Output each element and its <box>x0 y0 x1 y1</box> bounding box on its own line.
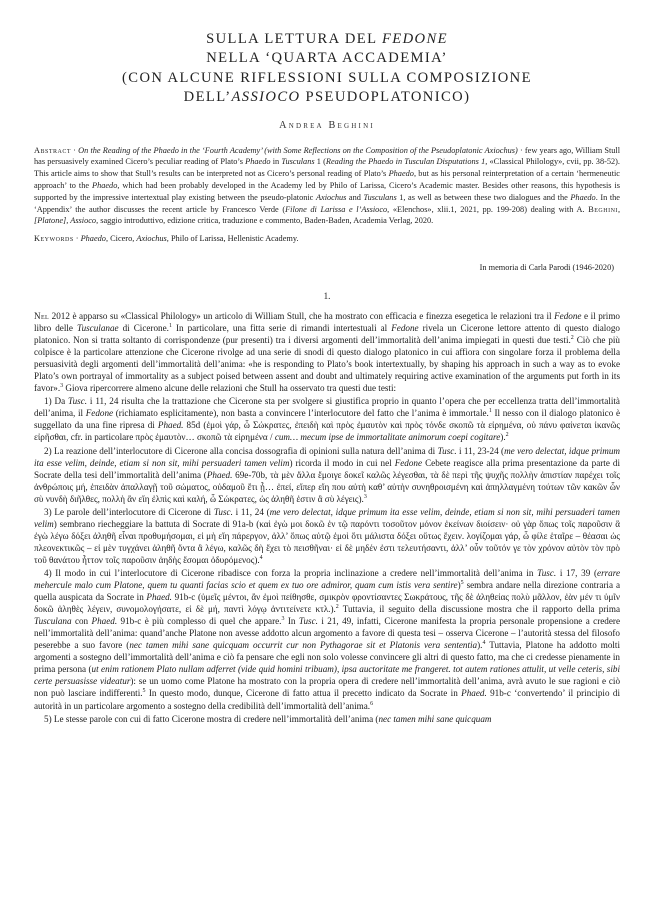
body-text <box>34 310 620 725</box>
paragraph: Nel 2012 è apparso su «Classical Philology» un articolo di William Stull, che ha mostrato con efficacia e finezza esegetica le relazioni tra il Fedone e il primo libro delle Tusculanae di Cicerone.$^1$ In particolare, una fitta serie di rimandi intertestuali al Fedone rivela un Cicerone lettore attento di questo dialogo platonico. Non si tratta soltanto di corrispondenze (pur presenti) tra i diversi argomenti dell’immortalità dell’anima impiegati in questi due testi.$^2$ Ciò che più colpisce è la particolare attenzione che Cicerone rivolge ad una serie di snodi di questo dialogo platonico in cui affiora con singolare forza il problema della persuasività degli argomenti dell’immortalità dell’anima: «he is responding to Plato’s book intertextually, by shaping his approach in such a way as to evoke Plato’s own portrayal of immortality as a subject poised between assent and doubt and ultimately requiring active examination of the arguments put forth in its favor».$^3$ Giova ripercorrere almeno alcune delle relazioni che Stull ha osservato tra questi due testi: <box>34 311 620 394</box>
footnote-ref: 1 <box>488 408 492 415</box>
paragraph: 4) Il modo in cui l’interlocutore di Cicerone ribadisce con forza la propria inclinazione a credere nell’immortalità dell’anima in Tusc. i 17, 39 (errare mehercule malo cum Platone, quem tu quanti facias scio et quem ex tuo ore admiror, quam cum istis vera sentire)$^5$ sembra andare nella direzione contraria a quella auspicata da Socrate in Phaed. 91b-c (ὑμεῖς μέντοι, ἂν ἐμοὶ πείθησθε, σμικρὸν φροντίσαντες Σωκράτους, τῆς δὲ ἀληθείας πολὺ μᾶλλον, ἐὰν μέν τι ὑμῖν δοκῶ ἀληθὲς λέγειν, συνομολογήσατε, εἰ δὲ μή, παντὶ λόγῳ ἀντιτείνετε κτλ.).$^2$ Tuttavia, il seguito della discussione mostra che il rapporto della prima Tusculana con Phaed. 91b-c è più complesso di quel che appare.$^3$ In Tusc. i 21, 49, infatti, Cicerone manifesta la propria personale propensione a credere nell’immortalità dell’anima: quand’anche Platone non avesse addotto alcun argomento a favore di questa tesi – osserva Cicerone – l’autorità stessa del filosofo peserebbe a suo favore (nec tamen mihi sane quicquam occurrit cur non Pythagorae sit et Platonis vera sententia).$^4$ Tuttavia, Platone ha addotto molti argomenti a sostegno dell’immortalità dell’anima e ciò fa pensare che egli non solo volesse convincere gli altri di questo fatto, ma che ci credesse pienamente in prima persona (ut enim rationem Plato nullam adferret (vide quid homini tribuam), ipsa auctoritate me frangeret. tot autem rationes attulit, ut velle ceteris, sibi certe persuasisse videatur): se un uomo come Platone ha mostrato con la propria opera di credere nell’immortalità dell’anima, avrà avuto le sue ragioni e ciò non può lasciare indifferenti.$^5$ In questo modo, dunque, Cicerone di fatto attua il precetto indicato da Socrate in Phaed. 91b-c ‘convertendo’ il principio di autorità in un particolare argomento a sostegno della credibilità dell’immortalità dell’anima.$^6$ <box>34 567 621 711</box>
footnote-ref: 2 <box>570 335 574 342</box>
footnote-ref: 5 <box>142 688 146 695</box>
abstract-label: Abstract <box>34 145 71 155</box>
article-title <box>34 30 620 108</box>
paragraph: 5) Le stesse parole con cui di fatto Cicerone mostra di credere nell’immortalità dell’anima (nec tamen mihi sane quicquam <box>44 713 492 724</box>
keywords-label: Keywords <box>34 234 74 244</box>
abstract-english-title: On the Reading of the Phaedo in the ‘Fourth Academy’ (with Some Reflections on the Composition of the Pseudoplatonic Axiochus) <box>78 145 518 155</box>
dedication: In memoria di Carla Parodi (1946-2020) <box>479 263 614 272</box>
footnote-ref: 3 <box>281 616 285 623</box>
footnote-ref: 2 <box>505 432 509 439</box>
abstract: Abstract · On the Reading of the Phaedo in the ‘Fourth Academy’ (with Some Reflections on the Composition of the Pseudoplatonic Axiochus) · few years ago, William Stull has persuasively examined Cicero’s peculiar reading of Plato’s Phaedo in Tusculans 1 (Reading the Phaedo in Tusculan Disputations 1, «Classical Philology», cvii, pp. 38-52). This article aims to show that Stull’s results can be interpreted not as Cicero’s personal reading of Plato’s Phaedo, but as his personal reinterpretation of a certain ‘hermeneutic approach’ to the Phaedo, which had been probably developed in the Academy led by Philo of Larissa, Cicero’s Academic master. Besides other reasons, this hypothesis is supported by the impressive intertextual play existing between the pseudo-platonic Axiochus and Tusculans 1, as well as between these two dialogues and the Phaedo. In the ‘Appendix’ the author discusses the recent article by Francesco Verde (Filone di Larissa e l’Assioco, «Elenchos», xlii.1, 2021, pp. 199-208) dealing with A. Beghini, [Platone], Assioco, saggio introduttivo, edizione critica, traduzione e commento, Baden-Baden, Academia Verlag, 2020. <box>34 145 621 226</box>
author-name: Andrea Beghini <box>279 119 375 131</box>
footnote-ref: 5 <box>460 579 464 586</box>
footnote-ref: 2 <box>335 604 339 611</box>
paragraph: 3) Le parole dell’interlocutore di Cicerone di Tusc. i 11, 24 (me vero delectat, idque primum ita esse velim, deinde, etiam si non sit, mihi persuaderi tamen velim) sembrano riecheggiare la battuta di Socrate di 91a-b (καὶ ἐγὼ μοι δοκῶ ἐν τῷ παρόντι τοσοῦτον μόνον ἐκείνων διοίσειν· οὐ γὰρ ὅπως τοῖς παροῦσιν ἃ ἐγὼ λέγω δόξει ἀληθῆ εἶναι προθυμήσομαι, εἰ μὴ εἴη πάρεργον, ἀλλ’ ὅπως αὐτῷ ἐμοὶ ὅτι μάλιστα δόξει οὕτως ἔχειν. λογίζομαι γάρ, ὦ φίλε ἑταῖρε – θέασαι ὡς πλεονεκτικῶς – εἰ μὲν τυγχάνει ἀληθῆ ὄντα ἃ λέγω, καλῶς δὴ ἔχει τὸ πεισθῆναι· εἰ δὲ μηδέν ἐστι τελευτήσαντι, ἀλλ’ οὖν τοῦτόν γε τὸν χρόνον αὐτὸν τὸν πρὸ τοῦ θανάτου ἧττον τοῖς παροῦσιν ἀηδὴς ἔσομαι ὀδυρόμενος).$^4$ <box>34 506 620 565</box>
footnote-ref: 4 <box>259 554 263 561</box>
paragraph: 2) La reazione dell’interlocutore di Cicerone alla concisa dossografia di opinioni sulla natura dell’anima di Tusc. i 11, 23-24 (me vero delectat, idque primum ita esse velim, deinde, etiam si non sit, mihi persuaderi tamen velim) ricorda il modo in cui nel Fedone Cebete reagisce alla prima presentazione da parte di Socrate della tesi dell’immortalità dell’anima (Phaed. 69e-70b, τὰ μὲν ἄλλα ἔμοιγε δοκεῖ καλῶς λέγεσθαι, τὰ δὲ περὶ τῆς ψυχῆς πολλὴν ἀπιστίαν παρέχει τοῖς ἀνθρώποις μή, ἐπειδὰν ἀπαλλαγῇ τοῦ σώματος, οὐδαμοῦ ἔτι ᾖ… ἐπεί, εἴπερ εἴη που αὐτὴ καθ’ αὑτὴν συνηθροισμένη καὶ ἀπηλλαγμένη τούτων τῶν κακῶν ὧν σὺ νυνδὴ διῆλθες, πολλὴ ἂν εἴη ἐλπὶς καὶ καλή, ὦ Σώκρατες, ὡς ἀληθῆ ἐστιν ἃ σὺ λέγεις).$^3$ <box>34 445 620 504</box>
title-line-4: DELL’ASSIOCO PSEUDOPLATONICO) <box>183 89 471 106</box>
footnote-ref: 6 <box>370 700 374 707</box>
footnote-ref: 3 <box>363 493 367 500</box>
title-line-1: SULLA LETTURA DEL FEDONE <box>206 31 448 47</box>
footnote-ref: 4 <box>482 640 486 647</box>
paragraph: 1) Da Tusc. i 11, 24 risulta che la trattazione che Cicerone sta per svolgere si giustifica proprio in quanto l’opera che per eccellenza tratta dell’immortalità dell’anima, il Fedone (richiamato esplicitamente), non basta a convincere l’interlocutore del fatto che l’anima è immortale.$^1$ Il nesso con il dialogo platonico è suggellato da una fine ripresa di Phaed. 85d (ἐμοὶ γάρ, ὦ Σώκρατες, ἐπειδὴ καὶ πρὸς ἐμαυτὸν καὶ πρὸς τόνδε σκοπῶ τὰ εἰρημένα, οὐ πάνυ φαίνεται ἱκανῶς εἰρῆσθαι, cfr. in particolare πρὸς ἐμαυτὸν… σκοπῶ τὰ εἰρημένα / cum… mecum ipse de immortalitate animorum coepi cogitare).$^2$ <box>34 396 620 443</box>
title-line-2: NELLA ‘QUARTA ACCADEMIA’ <box>206 50 448 67</box>
keywords: Keywords · Phaedo, Cicero, Axiochus, Philo of Larissa, Hellenistic Academy. <box>34 234 299 244</box>
section-number: 1. <box>323 291 331 301</box>
title-line-3: (CON ALCUNE RIFLESSIONI SULLA COMPOSIZIONE <box>122 69 532 86</box>
footnote-ref: 3 <box>60 383 64 390</box>
footnote-ref: 1 <box>168 323 172 329</box>
